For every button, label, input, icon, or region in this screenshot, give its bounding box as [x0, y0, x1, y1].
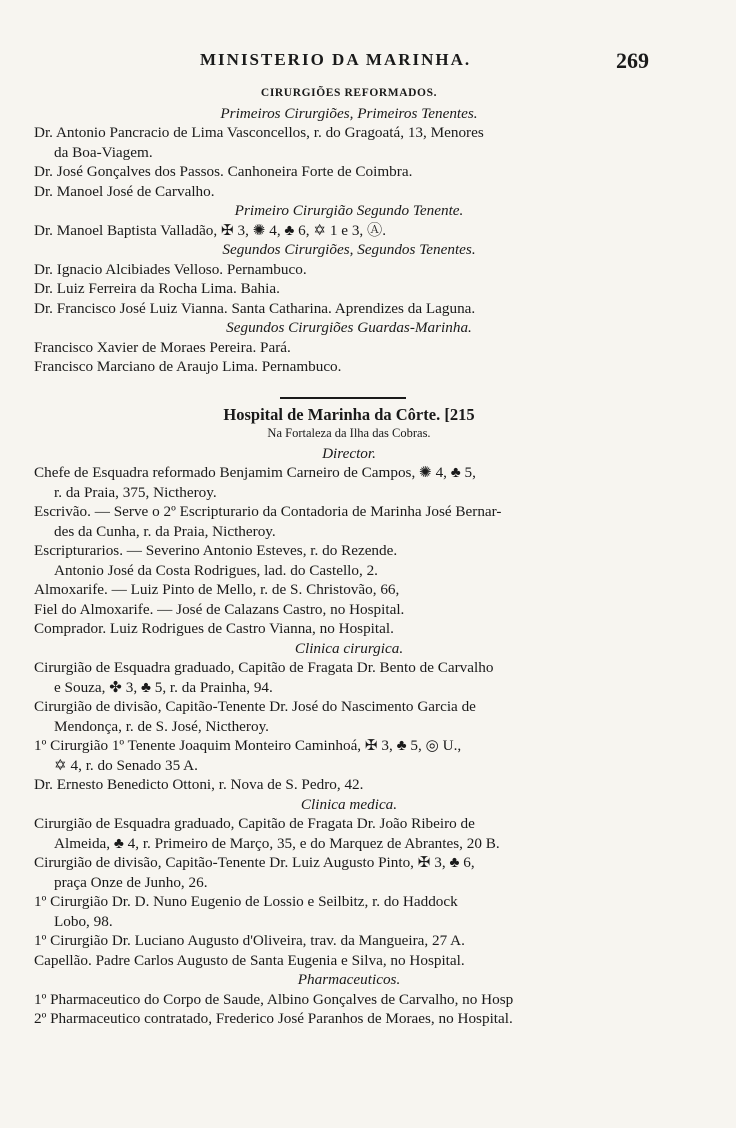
entry-line: Francisco Xavier de Moraes Pereira. Pará. [34, 338, 291, 356]
section-heading-reformados: CIRURGIÕES REFORMADOS. [260, 87, 438, 99]
entry-line: 1º Cirurgião Dr. D. Nuno Eugenio de Lossio e Seilbitz, r. do Haddock [34, 893, 458, 910]
entry-continuation: e Souza, ✤ 3, ♣ 5, r. da Prainha, 94. [54, 678, 273, 696]
section-heading-hospital: Hospital de Marinha da Côrte. [215 [223, 404, 475, 424]
entry-continuation: Lobo, 98. [54, 912, 113, 930]
entry-line: Escrivão. — Serve o 2º Escripturario da Contadoria de Marinha José Bernar- [34, 503, 502, 520]
entry-line: Comprador. Luiz Rodrigues de Castro Vianna, no Hospital. [34, 620, 394, 637]
entry-continuation: Almeida, ♣ 4, r. Primeiro de Março, 35, e do Marquez de Abrantes, 20 B. [54, 834, 500, 852]
entry-line: Dr. Manoel Baptista Valladão, ✠ 3, ✺ 4, ♣ 6, ✡ 1 e 3, Ⓐ. [34, 221, 386, 239]
entry-line: 2º Pharmaceutico contratado, Frederico José Paranhos de Moraes, no Hospital. [34, 1010, 513, 1027]
entry-line: Cirurgião de Esquadra graduado, Capitão de Fragata Dr. Bento de Carvalho [34, 659, 494, 676]
entry-continuation: Antonio José da Costa Rodrigues, lad. do Castello, 2. [54, 561, 378, 579]
subheading-clinica-cirurgica: Clinica cirurgica. [294, 639, 404, 657]
page-number: 269 [616, 48, 649, 73]
entry-continuation: des da Cunha, r. da Praia, Nictheroy. [54, 522, 276, 540]
subheading-segundos: Segundos Cirurgiões, Segundos Tenentes. [222, 241, 476, 258]
entry-line: Cirurgião de Esquadra graduado, Capitão de Fragata Dr. João Ribeiro de [34, 815, 475, 832]
running-head: MINISTERIO DA MARINHA. [200, 50, 472, 69]
entry-line: Chefe de Esquadra reformado Benjamim Carneiro de Campos, ✺ 4, ♣ 5, [34, 464, 476, 481]
entry-line: Dr. Francisco José Luiz Vianna. Santa Catharina. Aprendizes da Laguna. [34, 299, 476, 317]
section-divider [34, 391, 664, 405]
entry-line: Cirurgião de divisão, Capitão-Tenente Dr. Luiz Augusto Pinto, ✠ 3, ♣ 6, [34, 854, 475, 871]
entry-line: Dr. Manoel José de Carvalho. [34, 182, 215, 200]
subheading-clinica-medica: Clinica medica. [300, 795, 398, 813]
subheading-guardas-marinha: Segundos Cirurgiões Guardas-Marinha. [226, 319, 472, 336]
entry-line: Dr. Ignacio Alcibiades Velloso. Pernambuco. [34, 260, 307, 278]
entry-continuation: praça Onze de Junho, 26. [54, 873, 208, 891]
entry-line: Cirurgião de divisão, Capitão-Tenente Dr. José do Nascimento Garcia de [34, 698, 476, 715]
section-location: Na Fortaleza da Ilha das Cobras. [267, 426, 431, 440]
entry-line: Almoxarife. — Luiz Pinto de Mello, r. de S. Christovão, 66, [34, 581, 400, 598]
entry-line: 1º Cirurgião Dr. Luciano Augusto d'Oliveira, trav. da Mangueira, 27 A. [34, 932, 465, 949]
subheading-primeiro-segundo: Primeiro Cirurgião Segundo Tenente. [234, 202, 464, 219]
subheading-primeiros: Primeiros Cirurgiões, Primeiros Tenentes. [220, 104, 478, 122]
entry-line: 1º Pharmaceutico do Corpo de Saude, Albino Gonçalves de Carvalho, no Hosp [34, 990, 514, 1008]
entry-continuation: ✡ 4, r. do Senado 35 A. [54, 756, 198, 774]
entry-line: Escripturarios. — Severino Antonio Esteves, r. do Rezende. [34, 542, 398, 559]
entry-line: Dr. Ernesto Benedicto Ottoni, r. Nova de S. Pedro, 42. [34, 776, 364, 793]
page-content [34, 84, 664, 1029]
entry-line: Dr. Luiz Ferreira da Rocha Lima. Bahia. [34, 280, 280, 297]
entry-continuation: da Boa-Viagem. [54, 143, 153, 161]
entry-line: Dr. Antonio Pancracio de Lima Vasconcellos, r. do Gragoatá, 13, Menores [34, 124, 484, 141]
entry-continuation: Mendonça, r. de S. José, Nictheroy. [54, 717, 269, 735]
entry-line: Francisco Marciano de Araujo Lima. Pernambuco. [34, 358, 342, 375]
spacer [34, 377, 664, 391]
entry-line: Dr. José Gonçalves dos Passos. Canhoneira Forte de Coimbra. [34, 163, 413, 180]
page-header [0, 48, 736, 78]
subheading-director: Director. [322, 444, 376, 462]
subheading-pharmaceuticos: Pharmaceuticos. [297, 971, 401, 988]
entry-line: 1º Cirurgião 1º Tenente Joaquim Monteiro Caminhoá, ✠ 3, ♣ 5, ◎ U., [34, 737, 462, 754]
entry-line: Fiel do Almoxarife. — José de Calazans Castro, no Hospital. [34, 600, 405, 618]
entry-continuation: r. da Praia, 375, Nictheroy. [54, 483, 217, 501]
entry-line: Capellão. Padre Carlos Augusto de Santa Eugenia e Silva, no Hospital. [34, 951, 465, 969]
